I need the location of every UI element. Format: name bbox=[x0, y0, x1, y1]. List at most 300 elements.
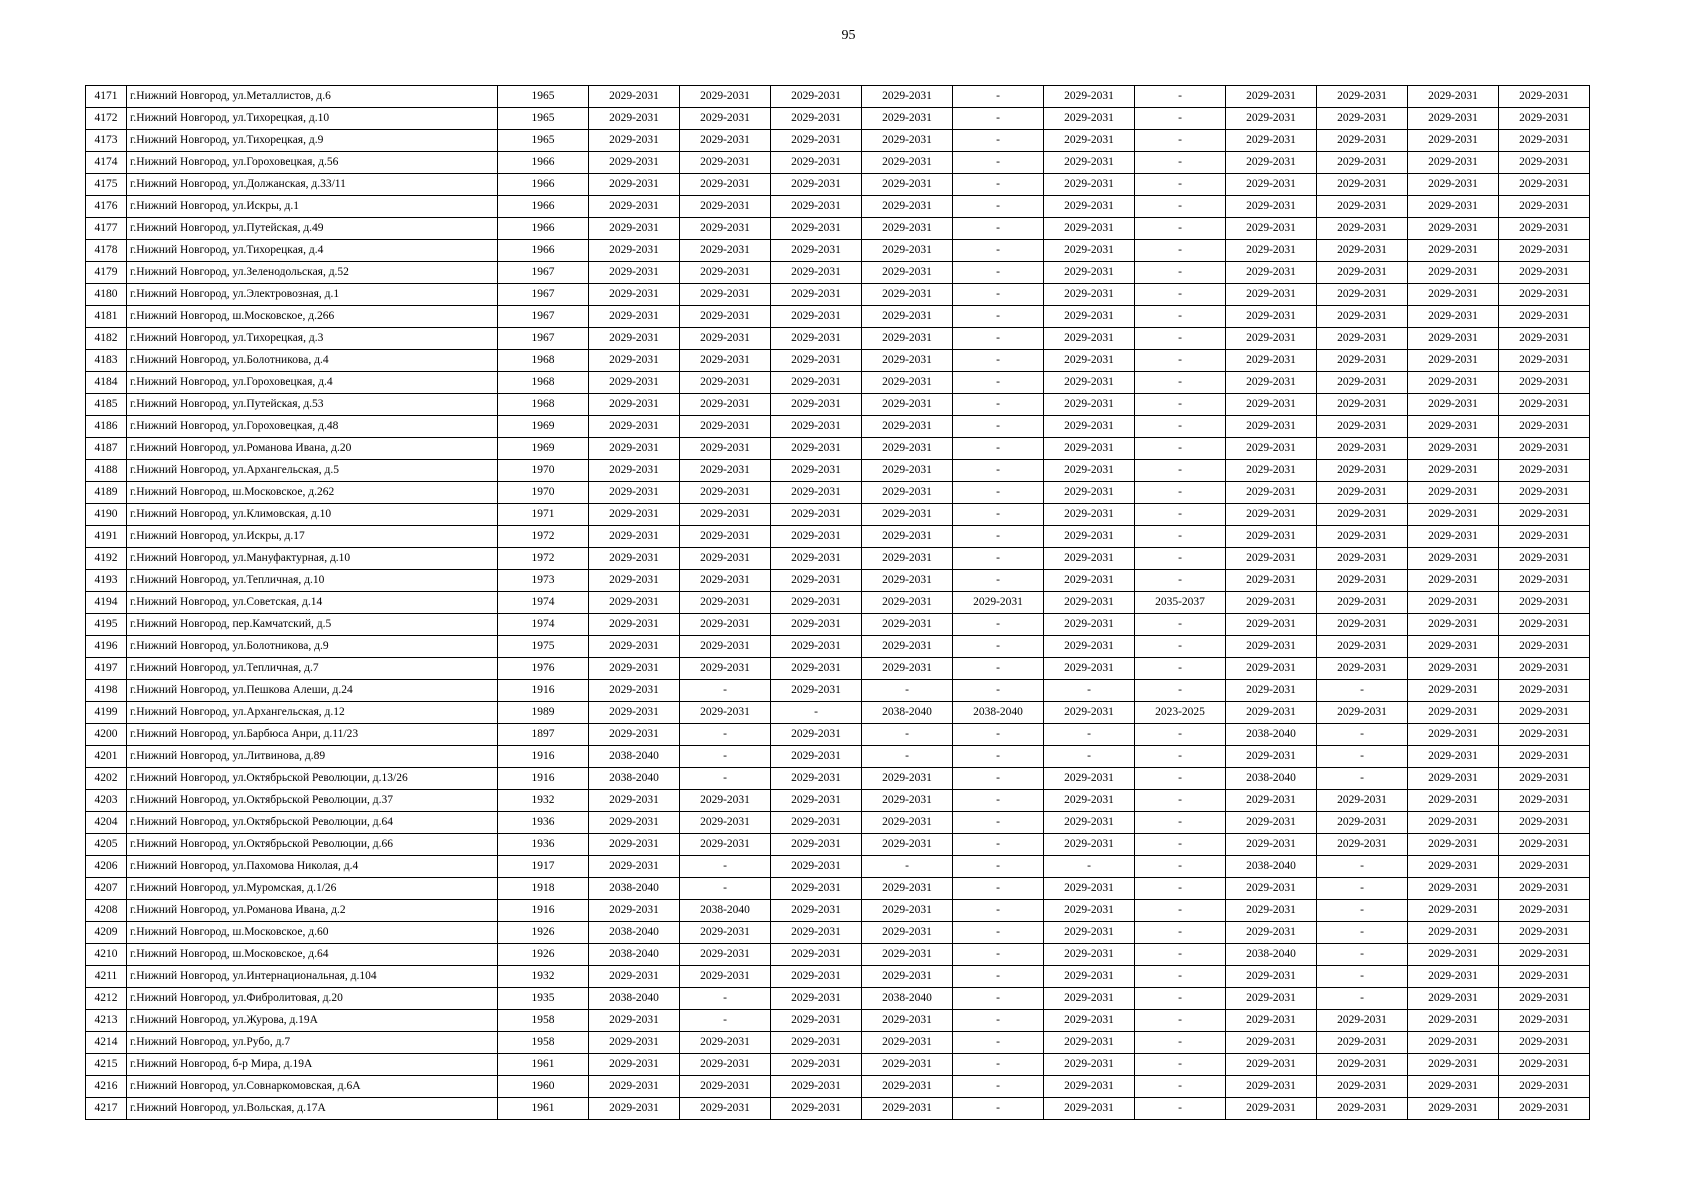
table-body bbox=[86, 86, 1590, 1120]
period-cell: - bbox=[1135, 1010, 1226, 1032]
table-row bbox=[86, 702, 1590, 724]
table-row bbox=[86, 130, 1590, 152]
period-cell: 2029-2031 bbox=[1044, 812, 1135, 834]
period-cell: 2029-2031 bbox=[589, 306, 680, 328]
period-cell: 2029-2031 bbox=[1317, 482, 1408, 504]
period-cell: - bbox=[1135, 394, 1226, 416]
period-cell: - bbox=[953, 372, 1044, 394]
period-cell: 2029-2031 bbox=[1317, 328, 1408, 350]
period-cell: 2029-2031 bbox=[589, 1054, 680, 1076]
period-cell: 2029-2031 bbox=[589, 504, 680, 526]
period-cell: 2029-2031 bbox=[680, 108, 771, 130]
address-cell: г.Нижний Новгород, ул.Искры, д.17 bbox=[127, 526, 498, 548]
period-cell: - bbox=[1135, 328, 1226, 350]
period-cell: 2029-2031 bbox=[589, 196, 680, 218]
period-cell: 2029-2031 bbox=[771, 1054, 862, 1076]
period-cell: 2029-2031 bbox=[862, 372, 953, 394]
period-cell: 2029-2031 bbox=[1226, 328, 1317, 350]
year-cell: 1932 bbox=[498, 790, 589, 812]
period-cell: 2029-2031 bbox=[953, 592, 1044, 614]
address-cell: г.Нижний Новгород, ул.Романова Ивана, д.20 bbox=[127, 438, 498, 460]
period-cell: 2029-2031 bbox=[1044, 658, 1135, 680]
row-number-cell: 4202 bbox=[86, 768, 127, 790]
period-cell: 2029-2031 bbox=[862, 196, 953, 218]
year-cell: 1960 bbox=[498, 1076, 589, 1098]
period-cell: - bbox=[1317, 922, 1408, 944]
period-cell: 2029-2031 bbox=[862, 592, 953, 614]
table-row bbox=[86, 350, 1590, 372]
period-cell: 2029-2031 bbox=[862, 658, 953, 680]
table-row bbox=[86, 218, 1590, 240]
period-cell: 2029-2031 bbox=[862, 1054, 953, 1076]
row-number-cell: 4208 bbox=[86, 900, 127, 922]
period-cell: 2029-2031 bbox=[680, 592, 771, 614]
period-cell: - bbox=[953, 878, 1044, 900]
period-cell: 2029-2031 bbox=[589, 1076, 680, 1098]
year-cell: 1916 bbox=[498, 768, 589, 790]
period-cell: 2029-2031 bbox=[1226, 262, 1317, 284]
address-cell: г.Нижний Новгород, ул.Болотникова, д.4 bbox=[127, 350, 498, 372]
period-cell: 2029-2031 bbox=[589, 240, 680, 262]
table-row bbox=[86, 636, 1590, 658]
row-number-cell: 4179 bbox=[86, 262, 127, 284]
period-cell: 2029-2031 bbox=[1226, 680, 1317, 702]
period-cell: 2038-2040 bbox=[589, 878, 680, 900]
period-cell: 2029-2031 bbox=[1499, 152, 1590, 174]
period-cell: 2029-2031 bbox=[1408, 86, 1499, 108]
row-number-cell: 4197 bbox=[86, 658, 127, 680]
period-cell: 2029-2031 bbox=[589, 130, 680, 152]
address-cell: г.Нижний Новгород, ул.Металлистов, д.6 bbox=[127, 86, 498, 108]
period-cell: 2029-2031 bbox=[1408, 372, 1499, 394]
table-row bbox=[86, 240, 1590, 262]
period-cell: 2029-2031 bbox=[589, 152, 680, 174]
period-cell: 2029-2031 bbox=[1408, 174, 1499, 196]
row-number-cell: 4204 bbox=[86, 812, 127, 834]
table-row bbox=[86, 878, 1590, 900]
period-cell: 2029-2031 bbox=[1408, 130, 1499, 152]
period-cell: 2029-2031 bbox=[1499, 328, 1590, 350]
period-cell: 2029-2031 bbox=[589, 658, 680, 680]
period-cell: - bbox=[953, 988, 1044, 1010]
period-cell: 2029-2031 bbox=[1044, 174, 1135, 196]
period-cell: 2029-2031 bbox=[1044, 636, 1135, 658]
period-cell: - bbox=[1317, 746, 1408, 768]
table-row bbox=[86, 658, 1590, 680]
period-cell: 2029-2031 bbox=[771, 152, 862, 174]
period-cell: 2029-2031 bbox=[1408, 702, 1499, 724]
period-cell: 2029-2031 bbox=[1408, 724, 1499, 746]
period-cell: - bbox=[1317, 878, 1408, 900]
period-cell: 2029-2031 bbox=[1499, 570, 1590, 592]
table-row bbox=[86, 1054, 1590, 1076]
period-cell: 2029-2031 bbox=[680, 416, 771, 438]
period-cell: 2029-2031 bbox=[1499, 306, 1590, 328]
period-cell: - bbox=[680, 680, 771, 702]
address-cell: г.Нижний Новгород, ул.Тихорецкая, д.4 bbox=[127, 240, 498, 262]
period-cell: 2029-2031 bbox=[680, 966, 771, 988]
address-cell: г.Нижний Новгород, ул.Болотникова, д.9 bbox=[127, 636, 498, 658]
period-cell: 2029-2031 bbox=[1044, 944, 1135, 966]
period-cell: 2029-2031 bbox=[771, 460, 862, 482]
row-number-cell: 4196 bbox=[86, 636, 127, 658]
year-cell: 1926 bbox=[498, 944, 589, 966]
address-cell: г.Нижний Новгород, ш.Московское, д.64 bbox=[127, 944, 498, 966]
period-cell: 2038-2040 bbox=[589, 988, 680, 1010]
period-cell: 2029-2031 bbox=[771, 350, 862, 372]
period-cell: 2029-2031 bbox=[1499, 460, 1590, 482]
table-row bbox=[86, 526, 1590, 548]
address-cell: г.Нижний Новгород, ул.Мануфактурная, д.10 bbox=[127, 548, 498, 570]
period-cell: - bbox=[1135, 680, 1226, 702]
period-cell: 2029-2031 bbox=[862, 1010, 953, 1032]
period-cell: 2029-2031 bbox=[1044, 834, 1135, 856]
period-cell: - bbox=[680, 724, 771, 746]
table-row bbox=[86, 1032, 1590, 1054]
period-cell: - bbox=[953, 724, 1044, 746]
period-cell: - bbox=[1135, 988, 1226, 1010]
table-row bbox=[86, 812, 1590, 834]
year-cell: 1918 bbox=[498, 878, 589, 900]
period-cell: 2029-2031 bbox=[680, 702, 771, 724]
period-cell: 2029-2031 bbox=[771, 790, 862, 812]
period-cell: 2029-2031 bbox=[1226, 570, 1317, 592]
row-number-cell: 4182 bbox=[86, 328, 127, 350]
period-cell: 2029-2031 bbox=[589, 108, 680, 130]
year-cell: 1917 bbox=[498, 856, 589, 878]
period-cell: - bbox=[1135, 900, 1226, 922]
period-cell: 2029-2031 bbox=[1499, 812, 1590, 834]
period-cell: - bbox=[1135, 526, 1226, 548]
period-cell: 2029-2031 bbox=[1044, 130, 1135, 152]
period-cell: 2029-2031 bbox=[1226, 526, 1317, 548]
period-cell: 2029-2031 bbox=[1226, 350, 1317, 372]
period-cell: 2029-2031 bbox=[1499, 372, 1590, 394]
period-cell: 2029-2031 bbox=[862, 240, 953, 262]
period-cell: 2029-2031 bbox=[771, 526, 862, 548]
period-cell: 2029-2031 bbox=[862, 394, 953, 416]
period-cell: 2029-2031 bbox=[1044, 988, 1135, 1010]
year-cell: 1965 bbox=[498, 130, 589, 152]
address-cell: г.Нижний Новгород, ул.Тепличная, д.10 bbox=[127, 570, 498, 592]
period-cell: 2029-2031 bbox=[680, 372, 771, 394]
table-row bbox=[86, 790, 1590, 812]
year-cell: 1968 bbox=[498, 372, 589, 394]
address-cell: г.Нижний Новгород, ул.Барбюса Анри, д.11/23 bbox=[127, 724, 498, 746]
address-cell: г.Нижний Новгород, ул.Журова, д.19А bbox=[127, 1010, 498, 1032]
period-cell: 2029-2031 bbox=[1044, 526, 1135, 548]
period-cell: 2029-2031 bbox=[680, 1098, 771, 1120]
period-cell: 2029-2031 bbox=[1226, 174, 1317, 196]
row-number-cell: 4172 bbox=[86, 108, 127, 130]
page-number: 95 bbox=[841, 28, 856, 43]
period-cell: 2029-2031 bbox=[589, 812, 680, 834]
period-cell: 2029-2031 bbox=[1317, 1076, 1408, 1098]
year-cell: 1972 bbox=[498, 548, 589, 570]
period-cell: 2029-2031 bbox=[771, 372, 862, 394]
period-cell: 2029-2031 bbox=[1044, 460, 1135, 482]
address-cell: г.Нижний Новгород, ул.Искры, д.1 bbox=[127, 196, 498, 218]
period-cell: 2029-2031 bbox=[771, 394, 862, 416]
period-cell: 2029-2031 bbox=[680, 284, 771, 306]
period-cell: 2029-2031 bbox=[589, 460, 680, 482]
year-cell: 1932 bbox=[498, 966, 589, 988]
period-cell: 2029-2031 bbox=[1044, 438, 1135, 460]
period-cell: 2029-2031 bbox=[1408, 438, 1499, 460]
period-cell: 2029-2031 bbox=[1044, 394, 1135, 416]
table-row bbox=[86, 328, 1590, 350]
period-cell: - bbox=[953, 636, 1044, 658]
row-number-cell: 4173 bbox=[86, 130, 127, 152]
period-cell: 2029-2031 bbox=[1499, 284, 1590, 306]
period-cell: 2029-2031 bbox=[1408, 592, 1499, 614]
period-cell: 2029-2031 bbox=[862, 130, 953, 152]
period-cell: 2029-2031 bbox=[1317, 636, 1408, 658]
address-cell: г.Нижний Новгород, ул.Литвинова, д.89 bbox=[127, 746, 498, 768]
period-cell: 2029-2031 bbox=[1226, 284, 1317, 306]
period-cell: - bbox=[953, 438, 1044, 460]
period-cell: - bbox=[1135, 306, 1226, 328]
period-cell: 2029-2031 bbox=[1226, 1032, 1317, 1054]
row-number-cell: 4178 bbox=[86, 240, 127, 262]
period-cell: 2029-2031 bbox=[771, 1076, 862, 1098]
period-cell: 2029-2031 bbox=[589, 482, 680, 504]
period-cell: - bbox=[1135, 262, 1226, 284]
period-cell: 2029-2031 bbox=[1226, 746, 1317, 768]
row-number-cell: 4191 bbox=[86, 526, 127, 548]
table-row bbox=[86, 548, 1590, 570]
period-cell: - bbox=[1135, 548, 1226, 570]
period-cell: 2029-2031 bbox=[771, 416, 862, 438]
period-cell: 2029-2031 bbox=[1044, 878, 1135, 900]
period-cell: - bbox=[953, 1010, 1044, 1032]
period-cell: 2029-2031 bbox=[771, 284, 862, 306]
row-number-cell: 4211 bbox=[86, 966, 127, 988]
period-cell: 2029-2031 bbox=[1317, 548, 1408, 570]
period-cell: - bbox=[1135, 284, 1226, 306]
table-row bbox=[86, 834, 1590, 856]
period-cell: 2029-2031 bbox=[1044, 1054, 1135, 1076]
period-cell: 2029-2031 bbox=[771, 614, 862, 636]
period-cell: 2029-2031 bbox=[680, 394, 771, 416]
year-cell: 1958 bbox=[498, 1032, 589, 1054]
period-cell: - bbox=[680, 1010, 771, 1032]
address-cell: г.Нижний Новгород, ш.Московское, д.60 bbox=[127, 922, 498, 944]
period-cell: 2029-2031 bbox=[1226, 152, 1317, 174]
period-cell: - bbox=[953, 570, 1044, 592]
period-cell: - bbox=[1135, 614, 1226, 636]
period-cell: - bbox=[1135, 878, 1226, 900]
row-number-cell: 4180 bbox=[86, 284, 127, 306]
period-cell: - bbox=[953, 1098, 1044, 1120]
period-cell: 2029-2031 bbox=[771, 570, 862, 592]
period-cell: 2029-2031 bbox=[680, 482, 771, 504]
row-number-cell: 4212 bbox=[86, 988, 127, 1010]
period-cell: - bbox=[1135, 152, 1226, 174]
table-row bbox=[86, 482, 1590, 504]
period-cell: 2029-2031 bbox=[1499, 1098, 1590, 1120]
address-cell: г.Нижний Новгород, ул.Тихорецкая, д.9 bbox=[127, 130, 498, 152]
table-row bbox=[86, 614, 1590, 636]
period-cell: - bbox=[953, 284, 1044, 306]
period-cell: 2029-2031 bbox=[1499, 218, 1590, 240]
period-cell: 2029-2031 bbox=[1226, 922, 1317, 944]
table-row bbox=[86, 284, 1590, 306]
period-cell: 2029-2031 bbox=[1317, 1010, 1408, 1032]
period-cell: - bbox=[953, 152, 1044, 174]
period-cell: - bbox=[953, 922, 1044, 944]
period-cell: 2029-2031 bbox=[1499, 636, 1590, 658]
period-cell: 2029-2031 bbox=[1499, 548, 1590, 570]
period-cell: 2029-2031 bbox=[1317, 262, 1408, 284]
period-cell: 2029-2031 bbox=[680, 328, 771, 350]
period-cell: 2029-2031 bbox=[862, 812, 953, 834]
period-cell: - bbox=[1044, 856, 1135, 878]
period-cell: 2029-2031 bbox=[1408, 394, 1499, 416]
year-cell: 1970 bbox=[498, 482, 589, 504]
period-cell: 2029-2031 bbox=[1226, 658, 1317, 680]
period-cell: 2029-2031 bbox=[589, 570, 680, 592]
period-cell: 2029-2031 bbox=[771, 130, 862, 152]
period-cell: 2029-2031 bbox=[589, 834, 680, 856]
year-cell: 1965 bbox=[498, 108, 589, 130]
period-cell: 2029-2031 bbox=[1317, 834, 1408, 856]
period-cell: 2029-2031 bbox=[1044, 372, 1135, 394]
row-number-cell: 4189 bbox=[86, 482, 127, 504]
period-cell: 2029-2031 bbox=[1499, 658, 1590, 680]
period-cell: 2029-2031 bbox=[1408, 108, 1499, 130]
period-cell: 2029-2031 bbox=[680, 218, 771, 240]
period-cell: 2029-2031 bbox=[1044, 900, 1135, 922]
period-cell: 2029-2031 bbox=[680, 350, 771, 372]
period-cell: - bbox=[953, 1076, 1044, 1098]
period-cell: 2029-2031 bbox=[680, 658, 771, 680]
period-cell: - bbox=[953, 746, 1044, 768]
period-cell: 2029-2031 bbox=[1317, 504, 1408, 526]
period-cell: 2029-2031 bbox=[1499, 1076, 1590, 1098]
period-cell: - bbox=[953, 196, 1044, 218]
period-cell: 2029-2031 bbox=[589, 900, 680, 922]
period-cell: 2038-2040 bbox=[1226, 724, 1317, 746]
period-cell: 2029-2031 bbox=[771, 746, 862, 768]
table-row bbox=[86, 1010, 1590, 1032]
period-cell: 2038-2040 bbox=[680, 900, 771, 922]
year-cell: 1961 bbox=[498, 1054, 589, 1076]
year-cell: 1969 bbox=[498, 438, 589, 460]
period-cell: 2029-2031 bbox=[862, 262, 953, 284]
period-cell: - bbox=[953, 548, 1044, 570]
period-cell: 2029-2031 bbox=[589, 614, 680, 636]
address-cell: г.Нижний Новгород, ул.Интернациональная, д.104 bbox=[127, 966, 498, 988]
period-cell: 2029-2031 bbox=[1499, 922, 1590, 944]
period-cell: 2029-2031 bbox=[771, 1032, 862, 1054]
table-row bbox=[86, 988, 1590, 1010]
period-cell: 2029-2031 bbox=[1499, 526, 1590, 548]
period-cell: 2029-2031 bbox=[680, 922, 771, 944]
period-cell: - bbox=[1135, 724, 1226, 746]
period-cell: 2029-2031 bbox=[862, 416, 953, 438]
period-cell: - bbox=[1135, 108, 1226, 130]
period-cell: - bbox=[1135, 372, 1226, 394]
period-cell: 2029-2031 bbox=[1044, 790, 1135, 812]
address-cell: г.Нижний Новгород, ул.Электровозная, д.1 bbox=[127, 284, 498, 306]
period-cell: - bbox=[771, 702, 862, 724]
table-row bbox=[86, 922, 1590, 944]
period-cell: 2029-2031 bbox=[1317, 526, 1408, 548]
period-cell: - bbox=[953, 328, 1044, 350]
row-number-cell: 4177 bbox=[86, 218, 127, 240]
period-cell: 2029-2031 bbox=[1408, 988, 1499, 1010]
period-cell: - bbox=[1135, 790, 1226, 812]
period-cell: 2038-2040 bbox=[862, 988, 953, 1010]
address-cell: г.Нижний Новгород, ул.Совнаркомовская, д.6А bbox=[127, 1076, 498, 1098]
period-cell: 2029-2031 bbox=[771, 768, 862, 790]
period-cell: - bbox=[953, 460, 1044, 482]
year-cell: 1936 bbox=[498, 812, 589, 834]
row-number-cell: 4175 bbox=[86, 174, 127, 196]
period-cell: 2029-2031 bbox=[680, 1032, 771, 1054]
year-cell: 1989 bbox=[498, 702, 589, 724]
period-cell: 2029-2031 bbox=[589, 262, 680, 284]
row-number-cell: 4207 bbox=[86, 878, 127, 900]
address-cell: г.Нижний Новгород, ул.Советская, д.14 bbox=[127, 592, 498, 614]
period-cell: 2029-2031 bbox=[1408, 548, 1499, 570]
period-cell: - bbox=[953, 416, 1044, 438]
period-cell: 2029-2031 bbox=[680, 526, 771, 548]
period-cell: - bbox=[953, 768, 1044, 790]
year-cell: 1966 bbox=[498, 152, 589, 174]
period-cell: 2029-2031 bbox=[1226, 438, 1317, 460]
row-number-cell: 4198 bbox=[86, 680, 127, 702]
period-cell: - bbox=[1135, 438, 1226, 460]
period-cell: 2029-2031 bbox=[1317, 614, 1408, 636]
row-number-cell: 4215 bbox=[86, 1054, 127, 1076]
period-cell: 2029-2031 bbox=[1044, 152, 1135, 174]
period-cell: - bbox=[680, 856, 771, 878]
period-cell: 2029-2031 bbox=[1317, 196, 1408, 218]
period-cell: 2029-2031 bbox=[1226, 1054, 1317, 1076]
period-cell: 2029-2031 bbox=[1226, 240, 1317, 262]
period-cell: 2038-2040 bbox=[1226, 768, 1317, 790]
period-cell: 2029-2031 bbox=[1317, 350, 1408, 372]
period-cell: 2029-2031 bbox=[1499, 1054, 1590, 1076]
period-cell: - bbox=[1317, 768, 1408, 790]
period-cell: 2029-2031 bbox=[1226, 504, 1317, 526]
period-cell: 2029-2031 bbox=[680, 636, 771, 658]
year-cell: 1966 bbox=[498, 240, 589, 262]
period-cell: 2029-2031 bbox=[771, 1010, 862, 1032]
period-cell: 2029-2031 bbox=[1044, 196, 1135, 218]
period-cell: - bbox=[1135, 196, 1226, 218]
period-cell: 2029-2031 bbox=[1408, 306, 1499, 328]
address-cell: г.Нижний Новгород, ул.Архангельская, д.12 bbox=[127, 702, 498, 724]
period-cell: 2029-2031 bbox=[1408, 570, 1499, 592]
period-cell: 2029-2031 bbox=[1044, 504, 1135, 526]
year-cell: 1936 bbox=[498, 834, 589, 856]
year-cell: 1968 bbox=[498, 350, 589, 372]
period-cell: - bbox=[862, 680, 953, 702]
year-cell: 1971 bbox=[498, 504, 589, 526]
row-number-cell: 4176 bbox=[86, 196, 127, 218]
period-cell: 2038-2040 bbox=[862, 702, 953, 724]
period-cell: - bbox=[1135, 1098, 1226, 1120]
period-cell: 2029-2031 bbox=[1499, 724, 1590, 746]
row-number-cell: 4214 bbox=[86, 1032, 127, 1054]
period-cell: 2029-2031 bbox=[862, 174, 953, 196]
address-cell: г.Нижний Новгород, ул.Октябрьской Революции, д.66 bbox=[127, 834, 498, 856]
period-cell: 2029-2031 bbox=[1044, 1076, 1135, 1098]
period-cell: 2029-2031 bbox=[589, 966, 680, 988]
